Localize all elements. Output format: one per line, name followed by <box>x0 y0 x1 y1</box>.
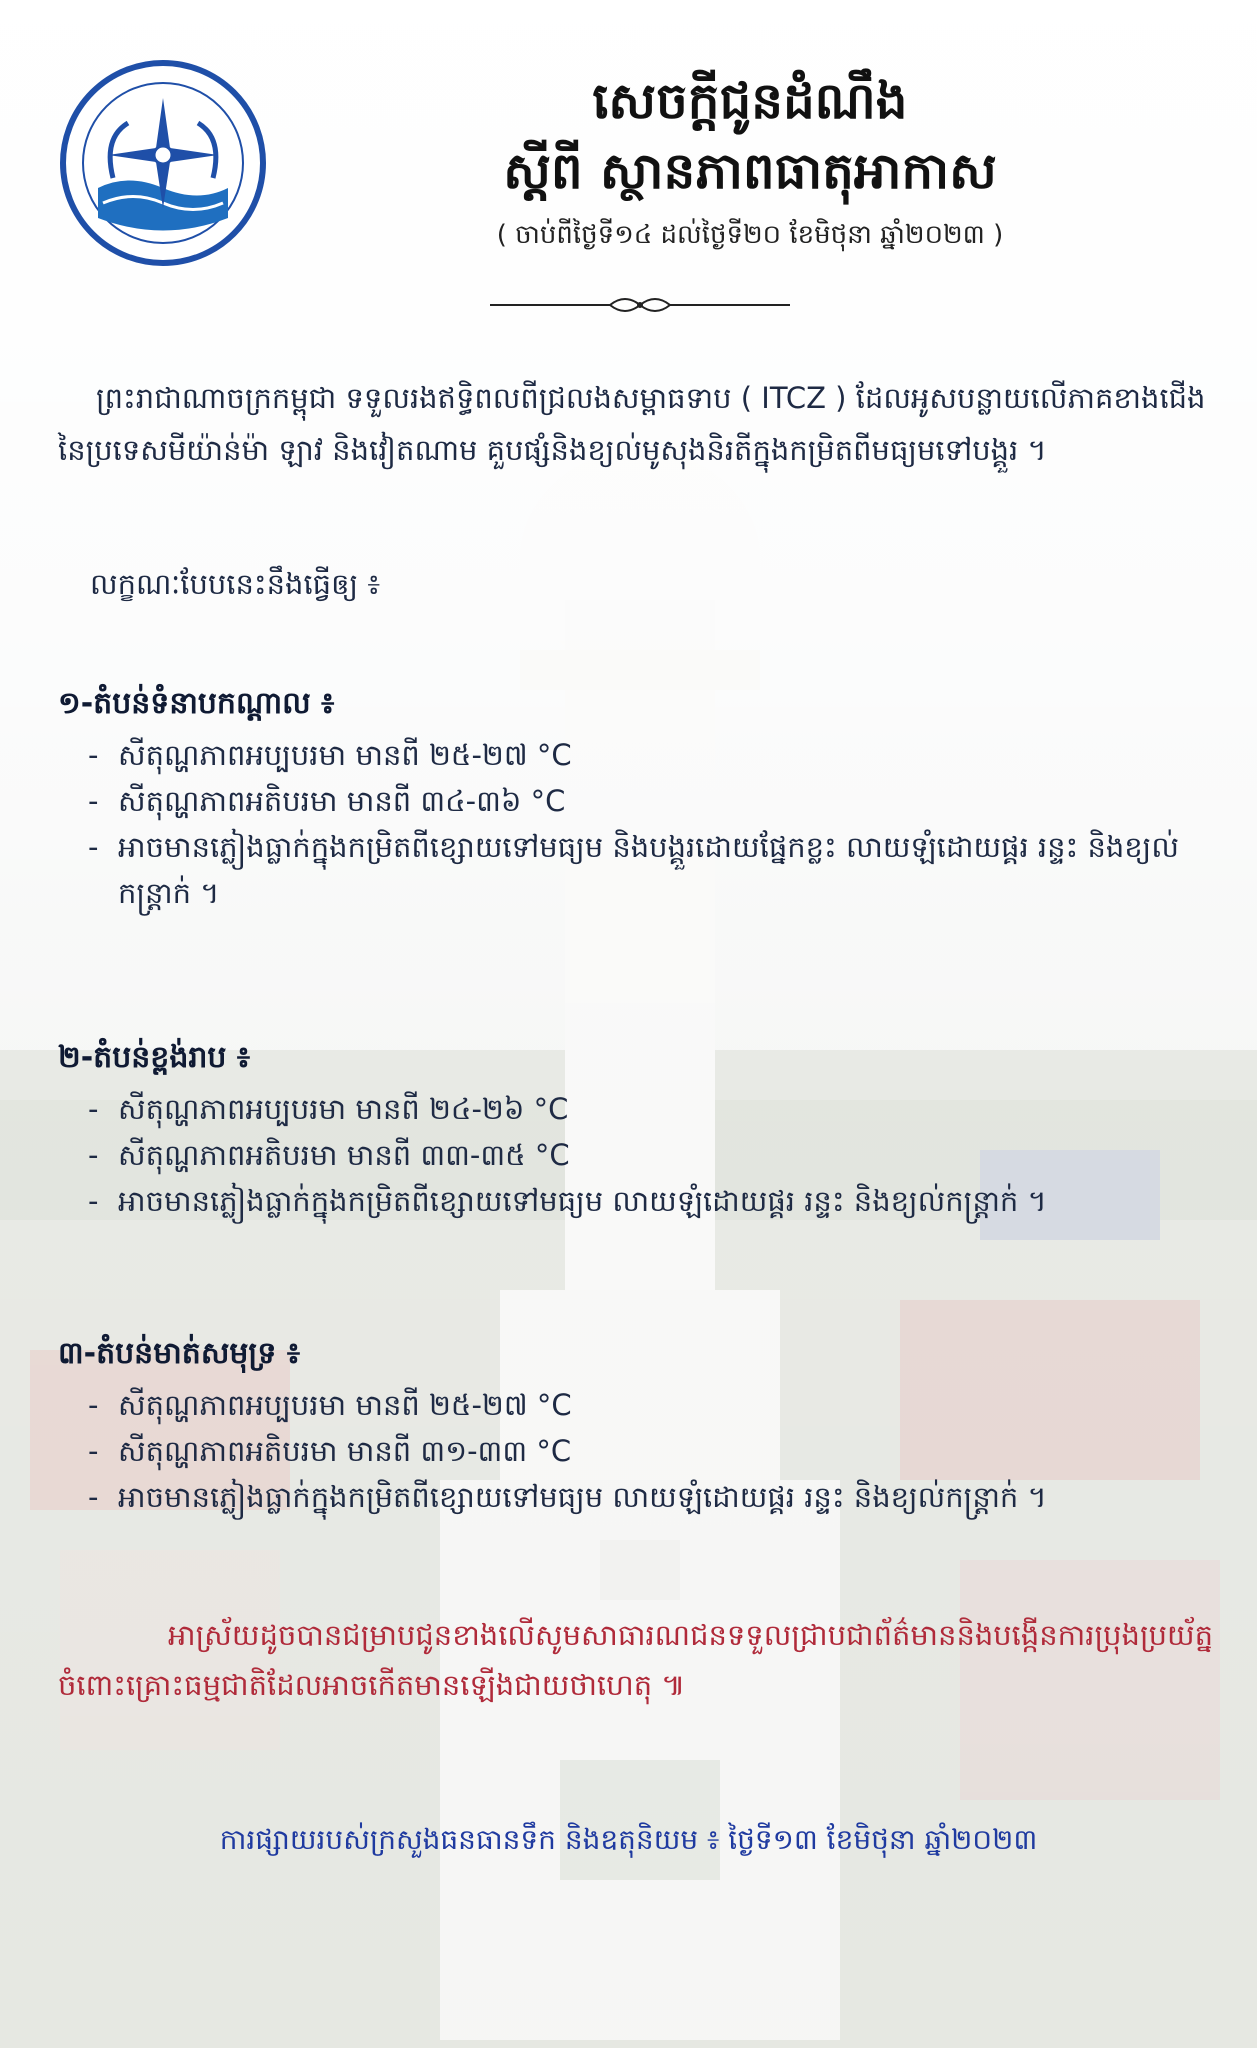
section-heading: ១-តំបន់ទំនាបកណ្តាល ៖ <box>58 686 335 721</box>
title-line-2: ស្តីពី ស្ថានភាពធាតុអាកាស <box>503 141 997 200</box>
list-item: - សីតុណ្ហភាពអប្បបរមា មានពី ២៤-២៦ °C <box>78 1086 1218 1132</box>
characteristics-label: លក្ខណៈបែបនេះនឹងធ្វើឲ្យ ៖ <box>90 567 381 601</box>
section-list <box>58 732 1218 916</box>
warning-paragraph: អាស្រ័យដូចបានជម្រាបជូនខាងលើសូមសាធារណជនទទួលជ្រាបជាព័ត៌មាននិងបង្កើនការប្រុងប្រយ័ត្នចំពោះគ្រោះធម្មជាតិដែលអាចកើតមានឡើងជាយថាហេតុ ៕ <box>58 1618 1214 1702</box>
section-plateau <box>58 1030 1218 1224</box>
section-heading: ២-តំបន់ខ្ពង់រាប ៖ <box>58 1040 251 1075</box>
section-list <box>58 1382 1218 1520</box>
list-item: - សីតុណ្ហភាពអតិបរមា មានពី ៣៤-៣៦ °C <box>78 778 1218 824</box>
list-item: - សីតុណ្ហភាពអតិបរមា មានពី ៣៣-៣៥ °C <box>78 1132 1218 1178</box>
section-list <box>58 1086 1218 1224</box>
list-item: - សីតុណ្ហភាពអប្បបរមា មានពី ២៥-២៧ °C <box>78 1382 1218 1428</box>
footer-publisher-note: ការផ្សាយរបស់ក្រសួងធនធានទឹក និងឧតុនិយម ៖ ថ្ងៃទី១៣ ខែមិថុនា ឆ្នាំ២០២៣ <box>219 1823 1038 1856</box>
list-item: - អាចមានភ្លៀងធ្លាក់ក្នុងកម្រិតពីខ្សោយទៅមធ្យម លាយឡំដោយផ្គរ រន្ទះ និងខ្យល់កន្ត្រាក់ ។ <box>78 1474 1218 1520</box>
intro-paragraph: ព្រះរាជាណាចក្រកម្ពុជា ទទួលរងឥទ្ធិពលពីជ្រលងសម្ពាធទាប ( ITCZ ) ដែលអូសបន្លាយលើភាគខាងជើងនៃប្រទេសមីយ៉ាន់ម៉ា ឡាវ និងវៀតណាម គួបផ្សំនិងខ្យល់មូសុងនិរតីក្នុងកម្រិតពីមធ្យមទៅបង្គួរ ។ <box>58 381 1206 467</box>
title-line-1: សេចក្តីជូនដំណឹង <box>592 71 908 130</box>
date-range: ( ចាប់ពីថ្ងៃទី១៤ ដល់ថ្ងៃទី២០ ខែមិថុនា ឆ្នាំ២០២៣ ) <box>496 220 1004 250</box>
section-central-lowland <box>58 676 1218 916</box>
ministry-logo-icon <box>58 58 268 268</box>
list-item: - សីតុណ្ហភាពអប្បបរមា មានពី ២៥-២៧ °C <box>78 732 1218 778</box>
section-coastal <box>58 1326 1218 1520</box>
ornament-divider-icon <box>490 290 790 320</box>
list-item: - អាចមានភ្លៀងធ្លាក់ក្នុងកម្រិតពីខ្សោយទៅមធ្យម លាយឡំដោយផ្គរ រន្ទះ និងខ្យល់កន្ត្រាក់ ។ <box>78 1178 1218 1224</box>
section-heading: ៣-តំបន់មាត់សមុទ្រ ៖ <box>58 1336 301 1371</box>
list-item: - សីតុណ្ហភាពអតិបរមា មានពី ៣១-៣៣ °C <box>78 1428 1218 1474</box>
list-item: - អាចមានភ្លៀងធ្លាក់ក្នុងកម្រិតពីខ្សោយទៅមធ្យម និងបង្គួរដោយផ្នែកខ្លះ លាយឡំដោយផ្គរ រន្ទះ និងខ្យល់កន្ត្រាក់ ។ <box>78 824 1218 916</box>
